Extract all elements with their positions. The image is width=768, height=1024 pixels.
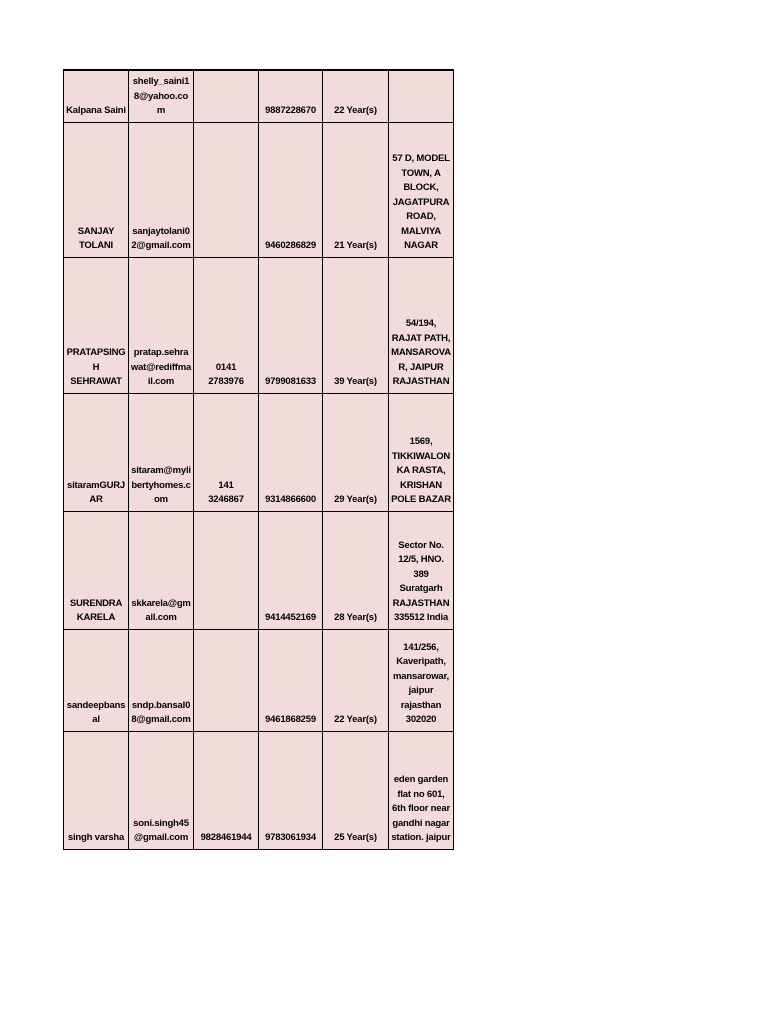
address-cell: 141/256, Kaveripath, mansarowar, jaipur rajasthan 302020 <box>389 629 454 731</box>
landline-cell <box>194 70 259 122</box>
table-row <box>64 511 454 629</box>
email-cell: sanjaytolani0 2@gmail.com <box>129 122 194 257</box>
experience-cell: 21 Year(s) <box>323 122 389 257</box>
table-row <box>64 122 454 257</box>
mobile-cell: 9460286829 <box>259 122 323 257</box>
experience-cell: 25 Year(s) <box>323 731 389 849</box>
address-cell: 57 D, MODEL TOWN, A BLOCK, JAGATPURA ROAD, MALVIYA NAGAR <box>389 122 454 257</box>
table-row <box>64 731 454 849</box>
email-cell: sndp.bansal0 8@gmail.com <box>129 629 194 731</box>
landline-cell: 9828461944 <box>194 731 259 849</box>
contacts-table <box>63 69 454 850</box>
name-cell: SANJAY TOLANI <box>64 122 129 257</box>
table-row <box>64 70 454 122</box>
mobile-cell: 9461868259 <box>259 629 323 731</box>
address-cell <box>389 70 454 122</box>
table-row <box>64 393 454 511</box>
name-cell: singh varsha <box>64 731 129 849</box>
mobile-cell: 9414452169 <box>259 511 323 629</box>
name-cell: Kalpana Saini <box>64 70 129 122</box>
mobile-cell: 9783061934 <box>259 731 323 849</box>
experience-cell: 39 Year(s) <box>323 257 389 393</box>
email-cell: shelly_saini1 8@yahoo.co m <box>129 70 194 122</box>
table-row <box>64 257 454 393</box>
email-cell: skkarela@gm ail.com <box>129 511 194 629</box>
landline-cell: 141 3246867 <box>194 393 259 511</box>
mobile-cell: 9887228670 <box>259 70 323 122</box>
name-cell: SURENDRA KARELA <box>64 511 129 629</box>
experience-cell: 22 Year(s) <box>323 629 389 731</box>
name-cell: PRATAPSING H SEHRAWAT <box>64 257 129 393</box>
email-cell: pratap.sehra wat@rediffma il.com <box>129 257 194 393</box>
address-cell: 54/194, RAJAT PATH, MANSAROVA R, JAIPUR RAJASTHAN <box>389 257 454 393</box>
experience-cell: 28 Year(s) <box>323 511 389 629</box>
email-cell: sitaram@myli bertyhomes.c om <box>129 393 194 511</box>
email-cell: soni.singh45 @gmail.com <box>129 731 194 849</box>
name-cell: sandeepbans al <box>64 629 129 731</box>
landline-cell <box>194 511 259 629</box>
landline-cell <box>194 122 259 257</box>
address-cell: 1569, TIKKIWALON KA RASTA, KRISHAN POLE BAZAR <box>389 393 454 511</box>
address-cell: Sector No. 12/5, HNO. 389 Suratgarh RAJASTHAN 335512 India <box>389 511 454 629</box>
landline-cell <box>194 629 259 731</box>
experience-cell: 29 Year(s) <box>323 393 389 511</box>
landline-cell: 0141 2783976 <box>194 257 259 393</box>
table-row <box>64 629 454 731</box>
mobile-cell: 9314866600 <box>259 393 323 511</box>
address-cell: eden garden flat no 601, 6th floor near gandhi nagar station. jaipur <box>389 731 454 849</box>
experience-cell: 22 Year(s) <box>323 70 389 122</box>
mobile-cell: 9799081633 <box>259 257 323 393</box>
name-cell: sitaramGURJ AR <box>64 393 129 511</box>
